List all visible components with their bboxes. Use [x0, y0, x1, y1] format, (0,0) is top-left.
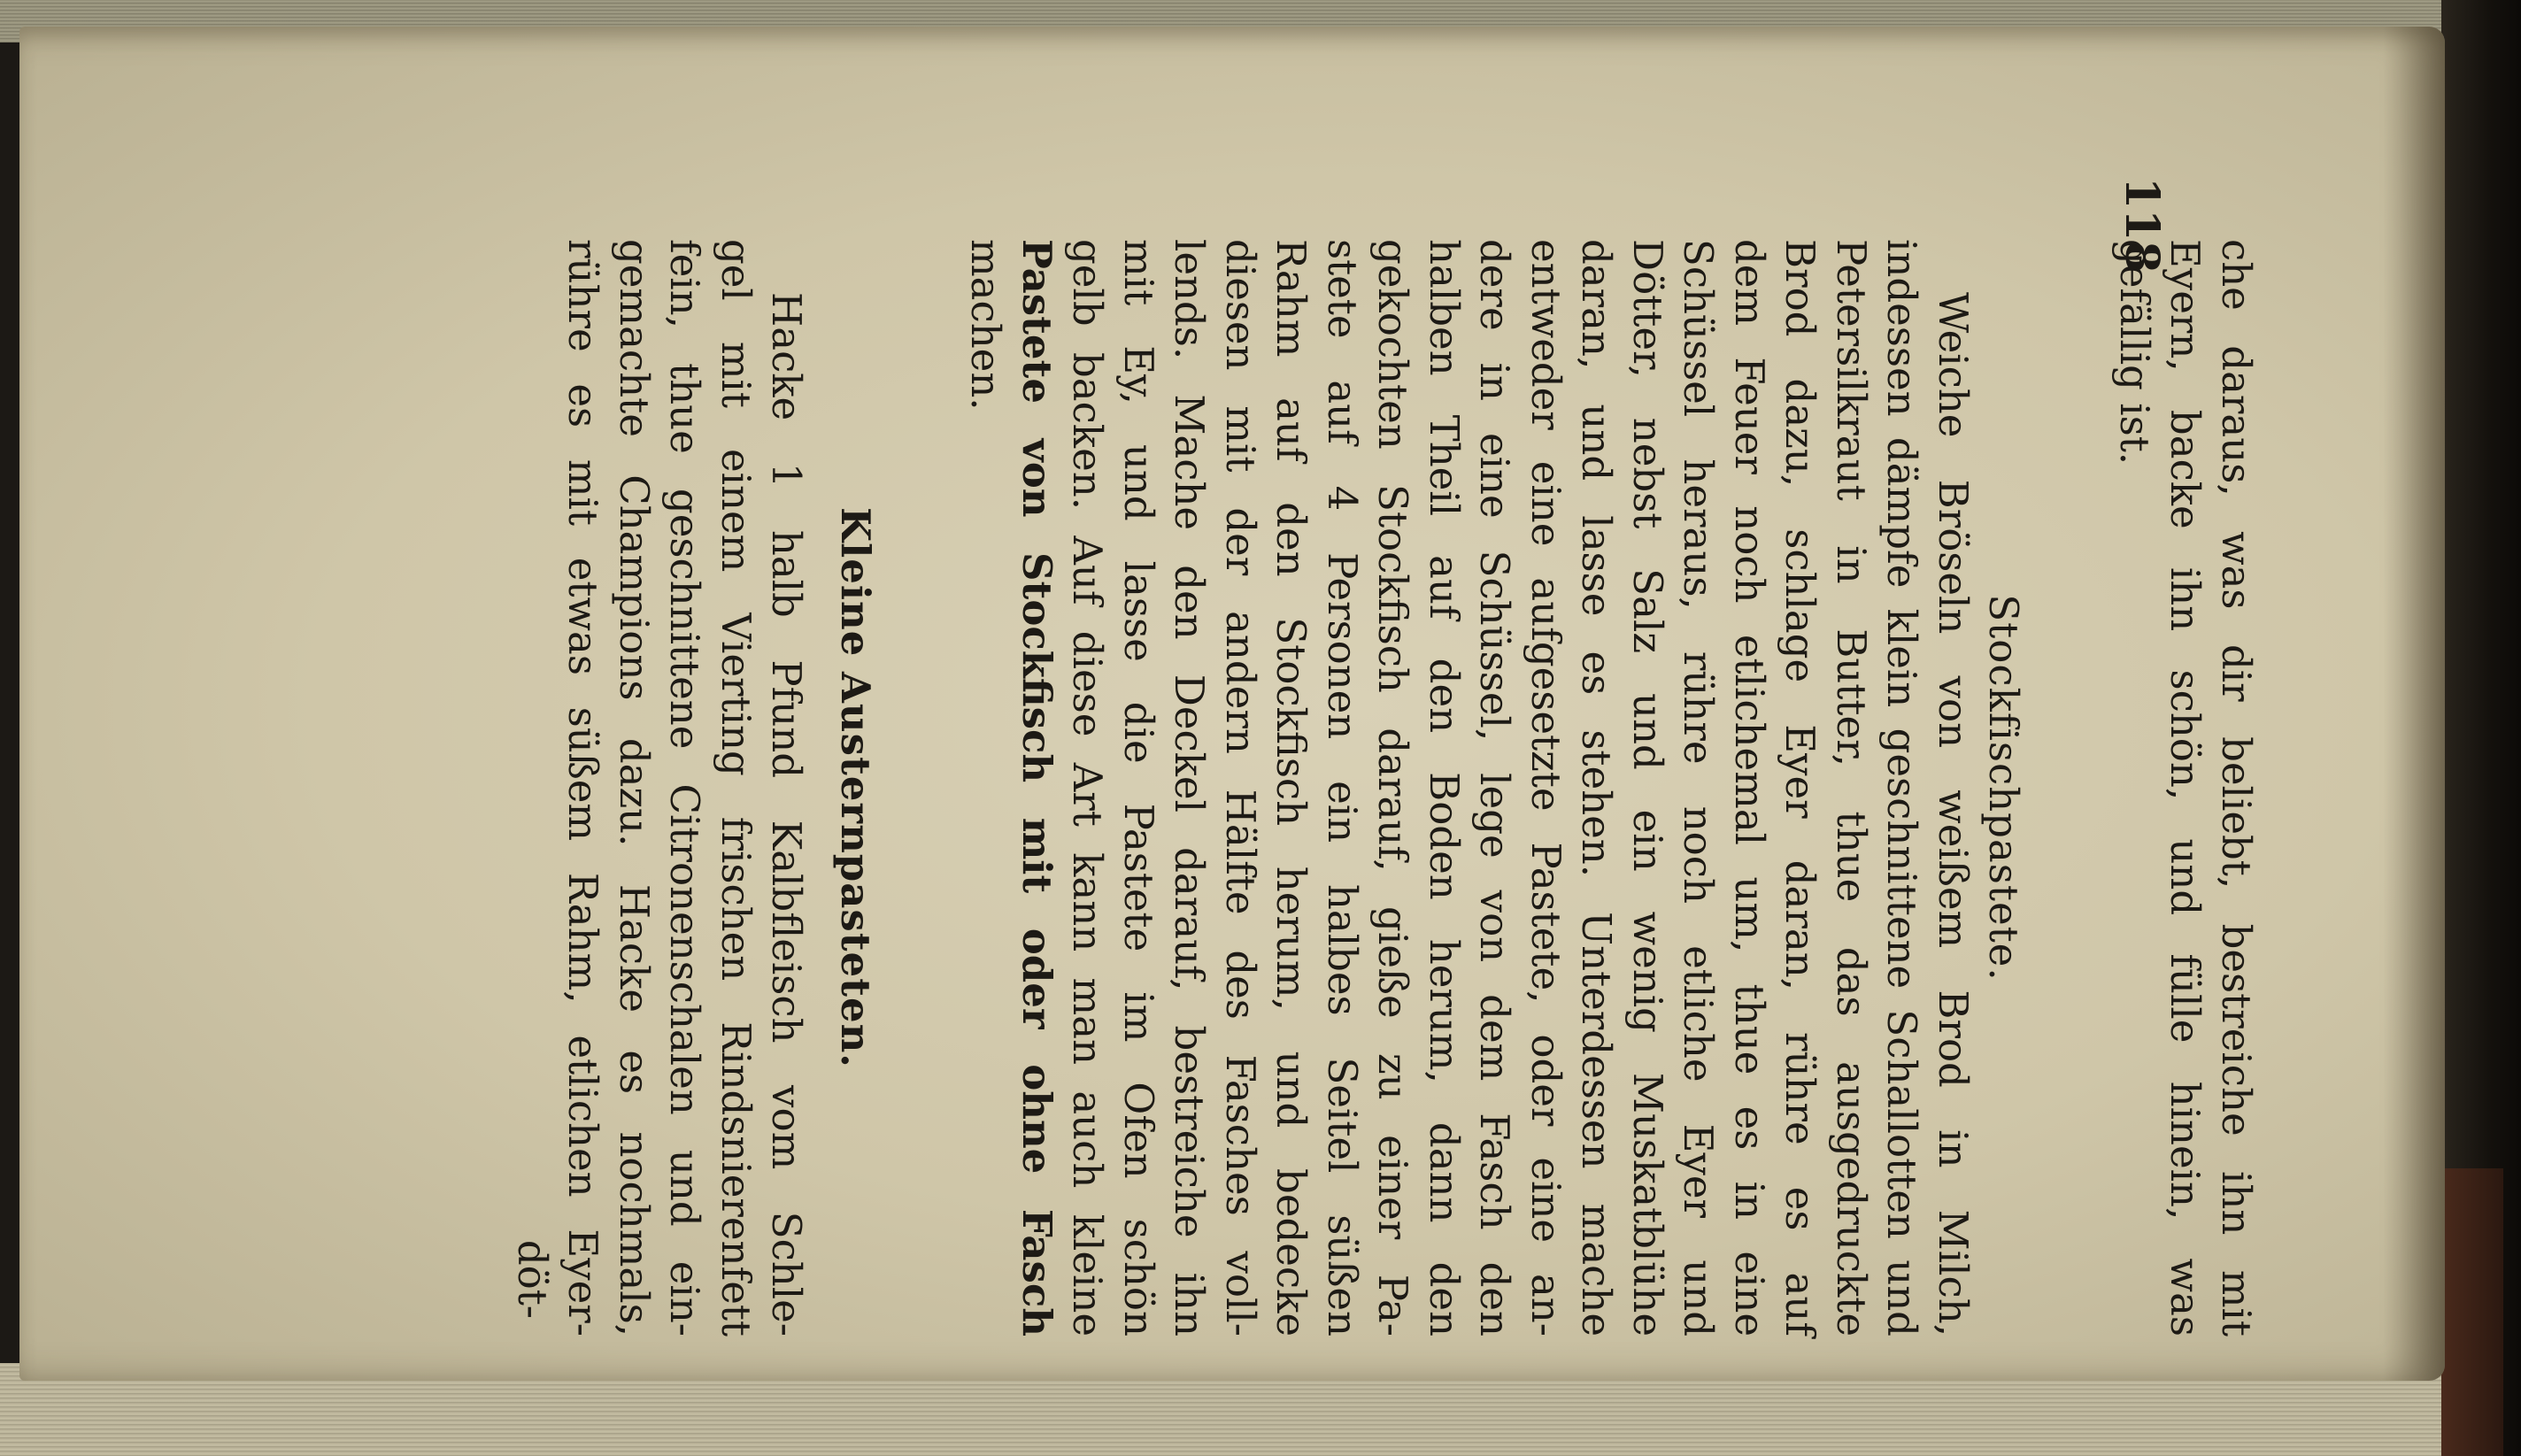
text-line: Weiche Bröseln von weißem Brod in Milch,: [1930, 292, 1977, 1337]
text-line: gel mit einem Vierting frischen Rindsnierenfett: [713, 239, 759, 1337]
text-line: Rahm auf den Stockfisch herum, und bedecke: [1268, 239, 1315, 1337]
text-line: che daraus, was dir beliebt, bestreiche ihn mit: [2213, 239, 2260, 1337]
text-line: Dötter, nebst Salz und ein wenig Muskatblühe: [1624, 239, 1671, 1337]
text-line: gefällig ist.: [2111, 239, 2158, 466]
section-heading-austernpasteten: Kleine Austernpasteten.: [832, 507, 879, 1068]
text-line: daran, und lasse es stehen. Unterdessen mache: [1573, 239, 1621, 1337]
text-line: gekochten Stockfisch darauf, gieße zu einer Pa-: [1369, 239, 1417, 1337]
text-line: dem Feuer noch etlichemal um, thue es in eine: [1726, 239, 1773, 1337]
text-line: Hacke 1 halb Pfund Kalbfleisch vom Schle-: [763, 292, 811, 1337]
text-line: diesen mit der andern Hälfte des Fasches voll-: [1217, 239, 1264, 1337]
text-line: gemachte Champions dazu. Hacke es nochmals,: [611, 239, 658, 1337]
text-line: machen.: [962, 239, 1010, 411]
text-line: stete auf 4 Personen ein halbes Seitel süßen: [1319, 239, 1366, 1337]
text-line: lends. Mache den Deckel darauf, bestreiche ihn: [1166, 239, 1214, 1337]
text-line: Brod dazu, schlage Eyer daran, rühre es auf: [1777, 239, 1824, 1337]
text-line: Pastete von Stockfisch mit oder ohne Fasch: [1014, 239, 1060, 1337]
text-line: Petersilkraut in Butter, thue das ausgedruckte: [1828, 239, 1875, 1337]
section-heading-stockfischpastete: Stockfischpastete.: [1980, 594, 2028, 982]
text-line: fein, thue geschnittene Citronenschalen und ein-: [661, 239, 709, 1337]
cover-edge: [2441, 1168, 2503, 1456]
text-line: rühre es mit etwas süßem Rahm, etlichen Eyer-: [559, 239, 607, 1337]
text-line: entweder eine aufgesetzte Pastete, oder eine an-: [1523, 239, 1569, 1337]
text-line: mit Ey, und lasse die Pastete im Ofen schön: [1115, 239, 1162, 1337]
text-line: gelb backen. Auf diese Art kann man auch kleine: [1064, 239, 1112, 1337]
catchword: döt-: [509, 1239, 556, 1319]
page-number: 118: [2115, 177, 2169, 273]
text-line: Schüssel heraus, rühre noch etliche Eyer und: [1675, 239, 1723, 1337]
text-line: Eyern, backe ihn schön, und fülle hinein, was: [2162, 239, 2209, 1337]
text-line: dere in eine Schüssel, lege von dem Fasch den: [1471, 239, 1519, 1337]
page-gutter-shadow: [2383, 27, 2445, 1381]
text-line: halben Theil auf den Boden herum, dann den: [1421, 239, 1468, 1337]
page-text-block: [507, 239, 2263, 1337]
text-line: indessen dämpfe klein geschnittene Schallotten und: [1878, 239, 1926, 1337]
